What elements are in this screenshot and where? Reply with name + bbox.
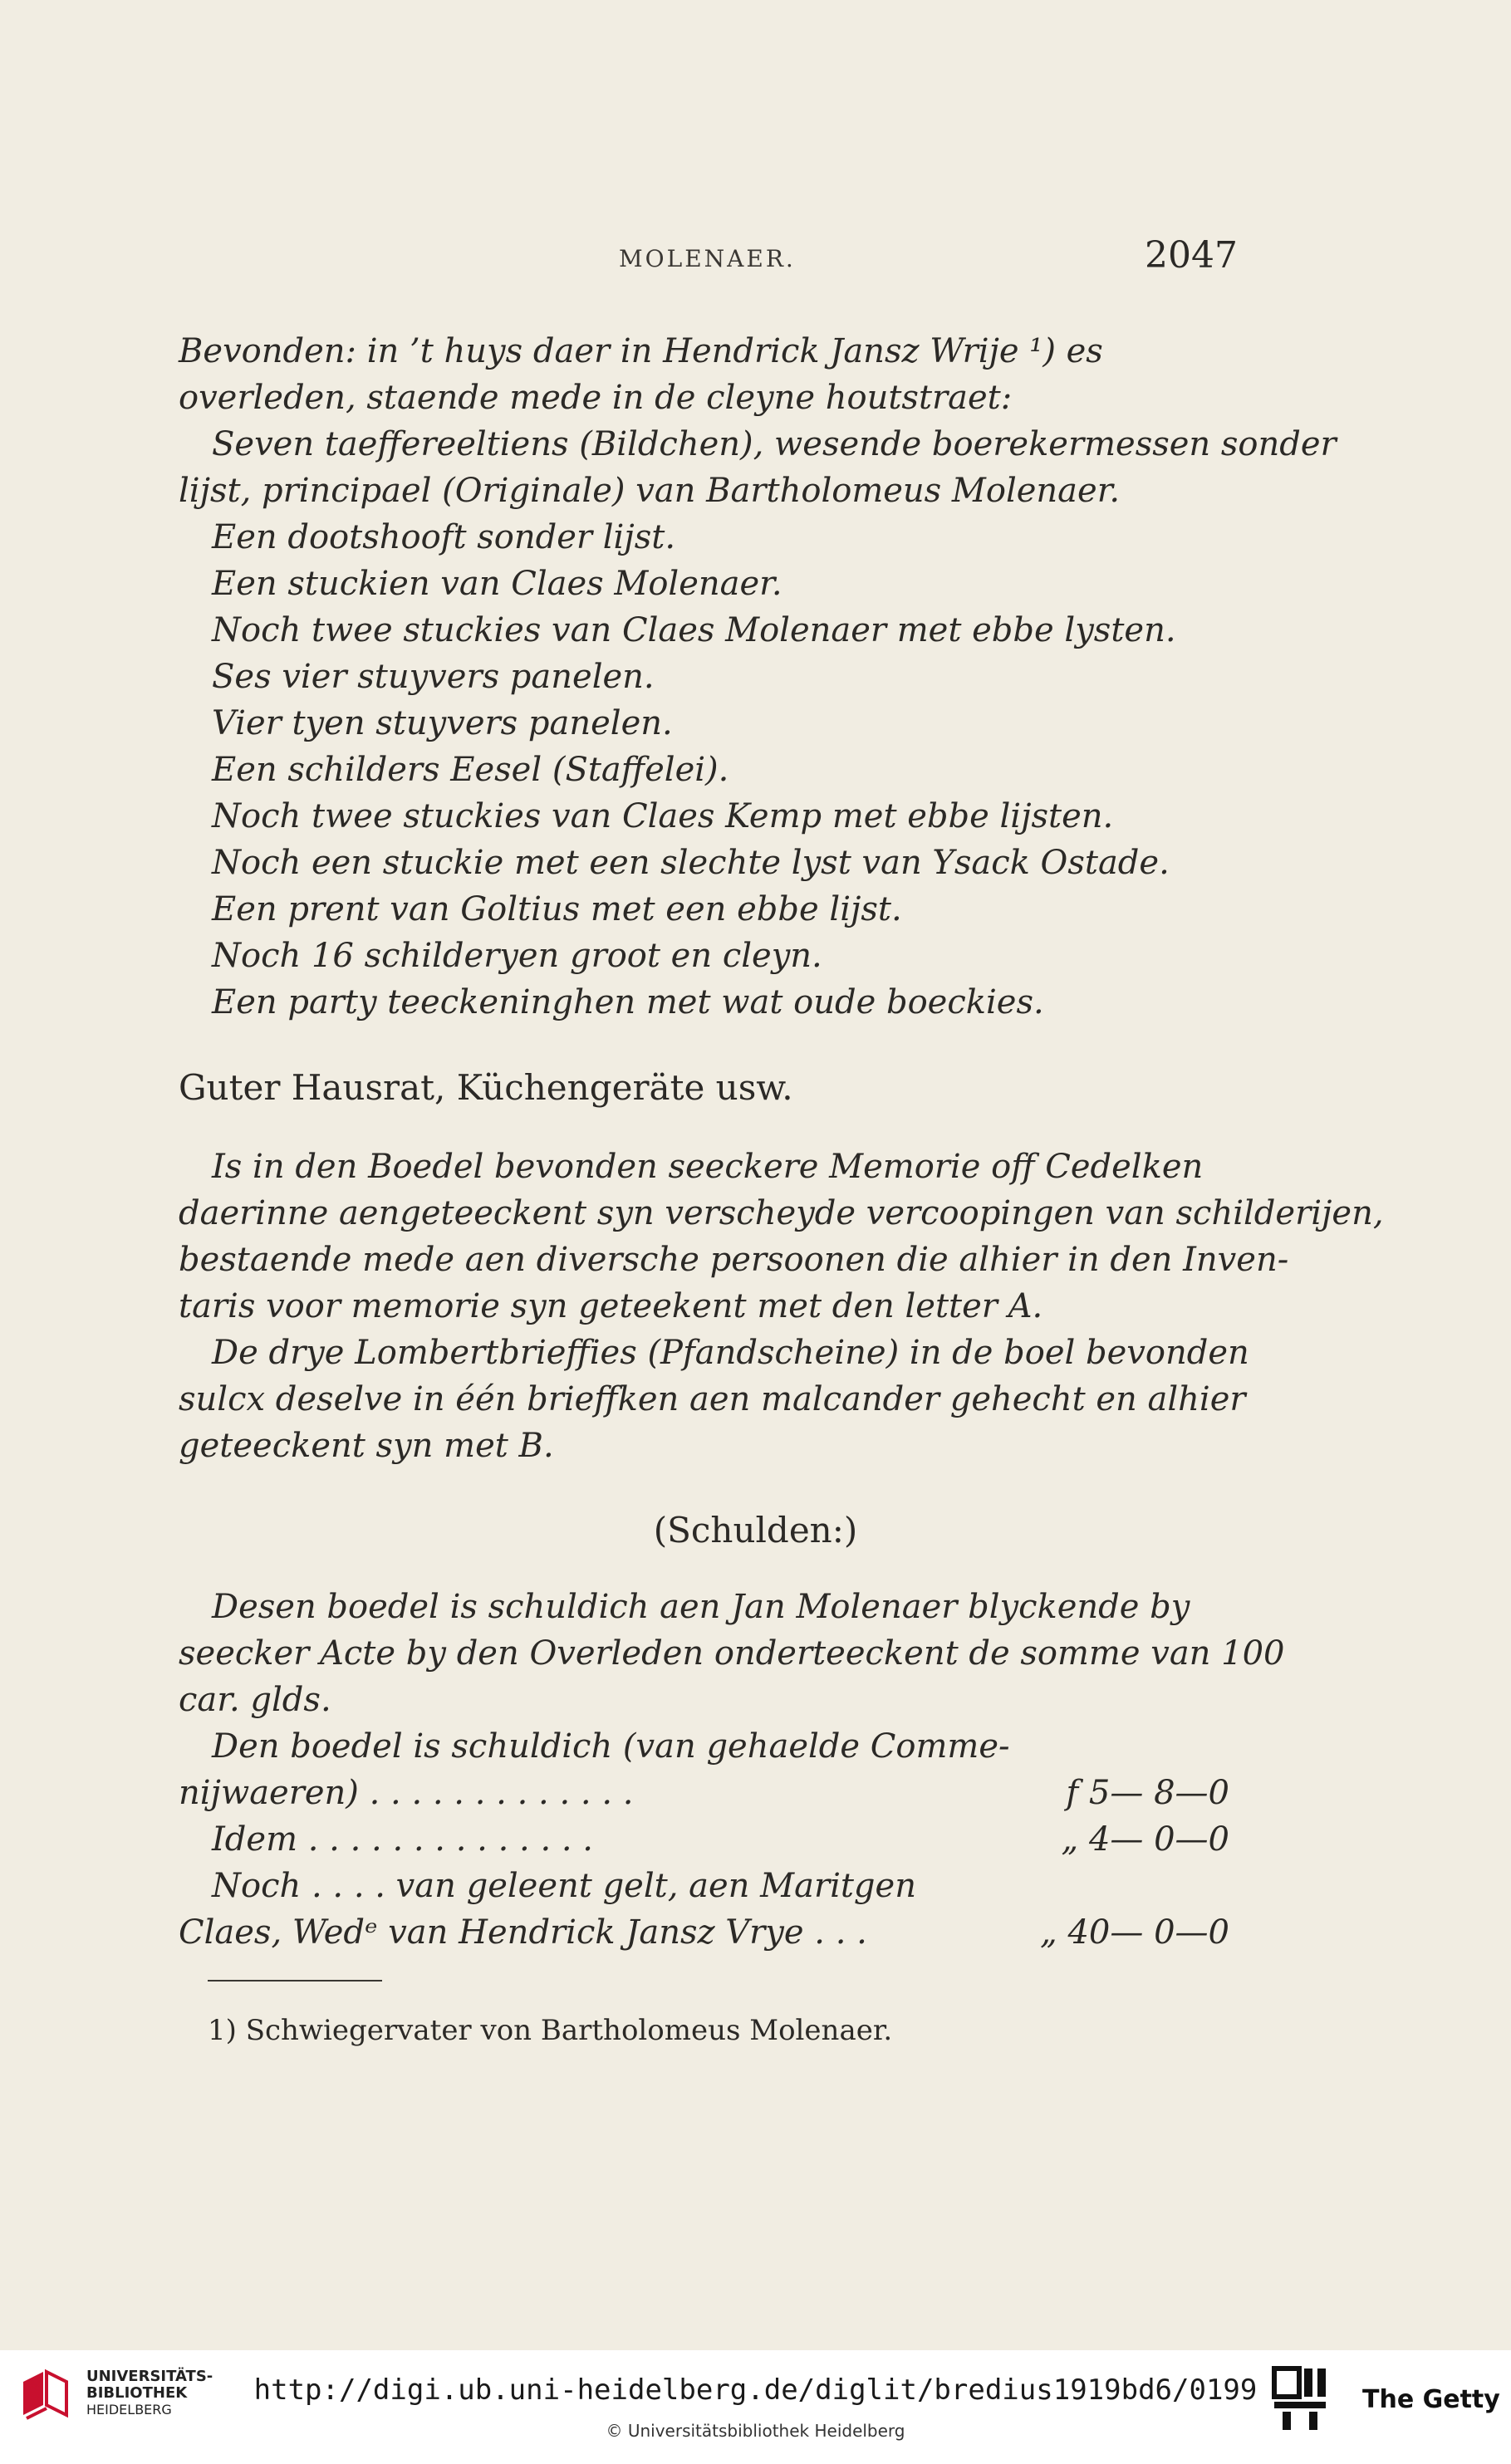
page-number: 2047 — [1145, 234, 1238, 277]
schulden-heading: (Schulden:) — [653, 1510, 858, 1550]
text-line: Noch twee stuckies van Claes Molenaer met ebbe lysten. — [212, 611, 1176, 649]
text-line: Noch een stuckie met een slechte lyst van Ysack Ostade. — [212, 844, 1170, 882]
permalink[interactable]: http://digi.ub.uni-heidelberg.de/diglit/bredius1919bd6/0199 — [253, 2373, 1258, 2407]
text-line: nijwaeren) . . . . . . . . . . . . . — [179, 1774, 634, 1812]
getty-logo-icon — [1271, 2365, 1331, 2432]
text-line: Bevonden: in ’t huys daer in Hendrick Jansz Wrije ¹) es — [179, 332, 1103, 370]
text-line: Noch twee stuckies van Claes Kemp met ebbe lijsten. — [212, 797, 1114, 835]
copyright-notice: © Universitätsbibliothek Heidelberg — [606, 2421, 905, 2441]
text-line: Noch 16 schilderyen groot en cleyn. — [212, 937, 822, 975]
text-line: Is in den Boedel bevonden seeckere Memorie off Cedelken — [212, 1148, 1204, 1186]
amount: „ 40— 0—0 — [1040, 1913, 1229, 1952]
text-line: Claes, Wedᵉ van Hendrick Jansz Vrye . . . — [179, 1913, 867, 1952]
text-line: Noch . . . . van geleent gelt, aen Maritgen — [212, 1867, 916, 1905]
text-line: Ses vier stuyvers panelen. — [212, 658, 655, 696]
text-line: overleden, staende mede in de cleyne houtstraet: — [179, 379, 1013, 417]
running-head: MOLENAER. — [619, 245, 796, 272]
text-line: bestaende mede aen diversche persoonen die alhier in den Inven- — [179, 1241, 1289, 1279]
amount: f 5— 8—0 — [1066, 1774, 1229, 1812]
text-line: Een schilders Eesel (Staffelei). — [212, 751, 729, 789]
text-line: De drye Lombertbrieffies (Pfandscheine) in de boel bevonden — [212, 1334, 1249, 1372]
text-line: Idem . . . . . . . . . . . . . . — [212, 1820, 594, 1859]
text-line: taris voor memorie syn geteekent met den letter A. — [179, 1287, 1043, 1325]
section-heading: Guter Hausrat, Küchengeräte usw. — [179, 1067, 793, 1108]
viewer-footer — [0, 2350, 1511, 2464]
footnote: 1) Schwiegervater von Bartholomeus Molenaer. — [208, 2014, 893, 2047]
text-line: sulcx deselve in één brieffken aen malcander gehecht en alhier — [179, 1380, 1246, 1418]
text-line: Een party teeckeninghen met wat oude boeckies. — [212, 983, 1044, 1021]
text-line: daerinne aengeteeckent syn verscheyde vercoopingen van schilderijen, — [179, 1194, 1384, 1232]
text-line: Een dootshooft sonder lijst. — [212, 518, 676, 556]
text-line: geteeckent syn met B. — [179, 1427, 554, 1465]
text-line: Desen boedel is schuldich aen Jan Molenaer blyckende by — [212, 1588, 1190, 1626]
text-line: Een stuckien van Claes Molenaer. — [212, 565, 782, 603]
amount: „ 4— 0—0 — [1061, 1820, 1229, 1859]
text-line: Seven taeffereeltiens (Bildchen), wesende boerekermessen sonder — [212, 425, 1337, 463]
text-line: Een prent van Goltius met een ebbe lijst. — [212, 890, 902, 928]
library-name: UNIVERSITÄTS- BIBLIOTHEK HEIDELBERG — [86, 2368, 213, 2417]
text-line: car. glds. — [179, 1681, 331, 1719]
text-line: lijst, principael (Originale) van Bartholomeus Molenaer. — [179, 472, 1121, 510]
getty-wordmark: The Getty — [1362, 2385, 1500, 2414]
text-line: Den boedel is schuldich (van gehaelde Comme- — [212, 1727, 1010, 1766]
text-line: Vier tyen stuyvers panelen. — [212, 704, 673, 742]
text-line: seecker Acte by den Overleden onderteeckent de somme van 100 — [179, 1634, 1285, 1673]
footnote-rule — [208, 1980, 382, 1981]
